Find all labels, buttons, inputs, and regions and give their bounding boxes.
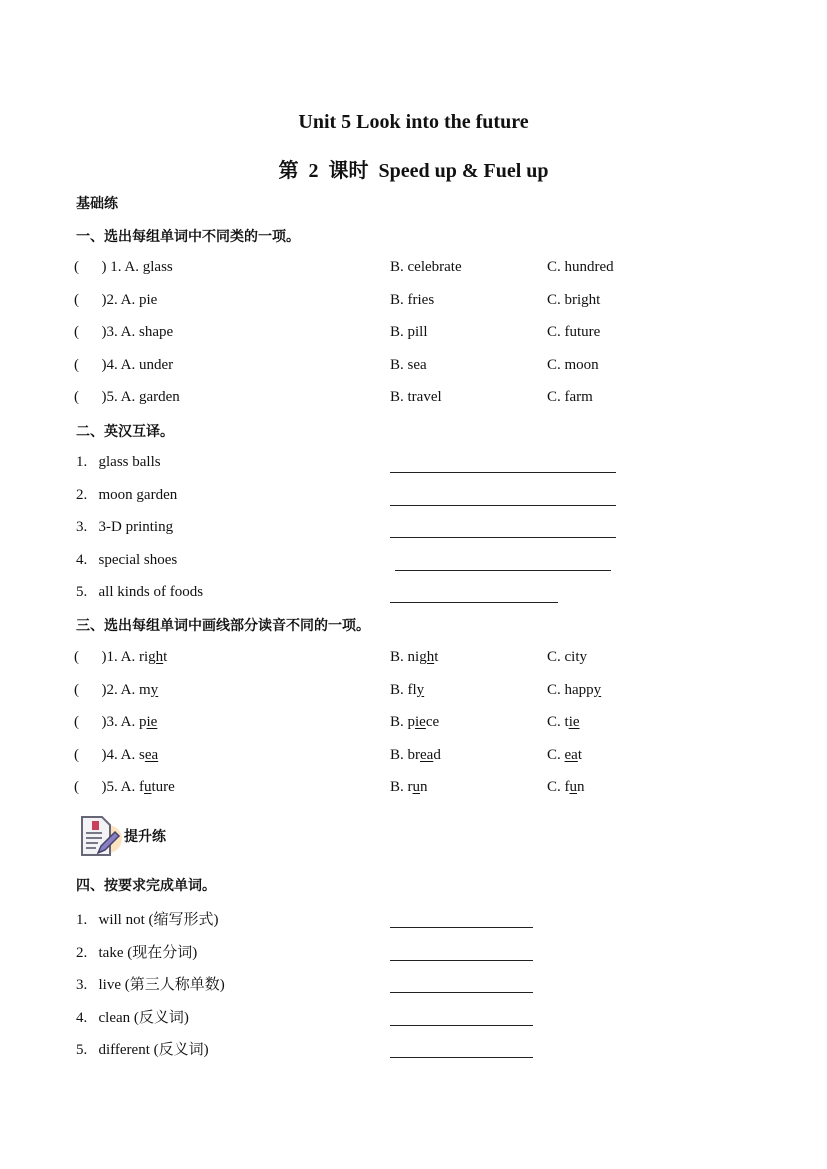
page-title: Unit 5 Look into the future xyxy=(298,111,529,133)
q1-item: ( ) 1. A. glass xyxy=(74,259,173,275)
q1-option-b: B. celebrate xyxy=(390,259,462,275)
answer-blank[interactable] xyxy=(390,472,616,473)
q3-option-b: B. run xyxy=(390,779,428,795)
q3-item: ( )3. A. pie xyxy=(74,714,158,730)
q1-option-b: B. fries xyxy=(390,291,435,308)
q3-option-b: B. bread xyxy=(390,746,441,763)
q3-option-c: C. happy xyxy=(547,681,602,698)
q4-item: 3. live (第三人称单数) xyxy=(76,977,225,993)
section1-heading: 一、选出每组单词中不同类的一项。 xyxy=(76,229,300,245)
q4-item: 5. different (反义词) xyxy=(76,1042,209,1058)
advanced-label: 提升练 xyxy=(124,829,166,845)
q1-option-c: C. bright xyxy=(547,291,601,308)
q3-option-c: C. eat xyxy=(547,746,583,763)
section4-heading: 四、按要求完成单词。 xyxy=(76,878,216,894)
q4-item: 4. clean (反义词) xyxy=(76,1009,189,1026)
section3-heading: 三、选出每组单词中画线部分读音不同的一项。 xyxy=(76,618,370,634)
q3-item: ( )2. A. my xyxy=(74,681,159,698)
q1-item: ( )5. A. garden xyxy=(74,389,180,405)
answer-blank[interactable] xyxy=(390,537,616,538)
q3-option-c: C. city xyxy=(547,649,587,665)
q3-item: ( )4. A. sea xyxy=(74,746,159,763)
answer-blank[interactable] xyxy=(390,505,616,506)
document-pencil-icon xyxy=(78,813,122,864)
basic-label: 基础练 xyxy=(76,196,118,212)
q1-item: ( )2. A. pie xyxy=(74,291,158,308)
q2-item: 2. moon garden xyxy=(76,486,178,503)
q2-item: 1. glass balls xyxy=(76,454,161,470)
answer-blank[interactable] xyxy=(390,1025,533,1026)
answer-blank[interactable] xyxy=(390,927,533,928)
q1-item: ( )3. A. shape xyxy=(74,324,174,340)
q1-option-b: B. travel xyxy=(390,389,442,405)
q1-option-b: B. sea xyxy=(390,356,427,373)
q3-item: ( )5. A. future xyxy=(74,779,175,795)
q1-option-c: C. hundred xyxy=(547,259,614,275)
q2-item: 5. all kinds of foods xyxy=(76,584,204,600)
q1-option-c: C. moon xyxy=(547,356,599,373)
q1-option-c: C. future xyxy=(547,324,601,340)
q3-item: ( )1. A. right xyxy=(74,649,168,665)
answer-blank[interactable] xyxy=(395,570,611,571)
section2-heading: 二、英汉互译。 xyxy=(76,424,174,440)
q3-option-b: B. night xyxy=(390,649,439,665)
q4-item: 1. will not (缩写形式) xyxy=(76,912,219,928)
q2-item: 3. 3-D printing xyxy=(76,519,174,535)
q3-option-b: B. piece xyxy=(390,714,440,730)
q3-option-c: C. fun xyxy=(547,779,585,795)
page-subtitle: 第 2 课时 Speed up & Fuel up xyxy=(278,160,549,182)
answer-blank[interactable] xyxy=(390,960,533,961)
q2-item: 4. special shoes xyxy=(76,551,178,568)
q4-item: 2. take (现在分词) xyxy=(76,944,198,961)
q3-option-b: B. fly xyxy=(390,681,425,698)
q1-item: ( )4. A. under xyxy=(74,356,174,373)
answer-blank[interactable] xyxy=(390,992,533,993)
answer-blank[interactable] xyxy=(390,1057,533,1058)
q1-option-c: C. farm xyxy=(547,389,593,405)
q1-option-b: B. pill xyxy=(390,324,428,340)
q3-option-c: C. tie xyxy=(547,714,580,730)
answer-blank[interactable] xyxy=(390,602,558,603)
